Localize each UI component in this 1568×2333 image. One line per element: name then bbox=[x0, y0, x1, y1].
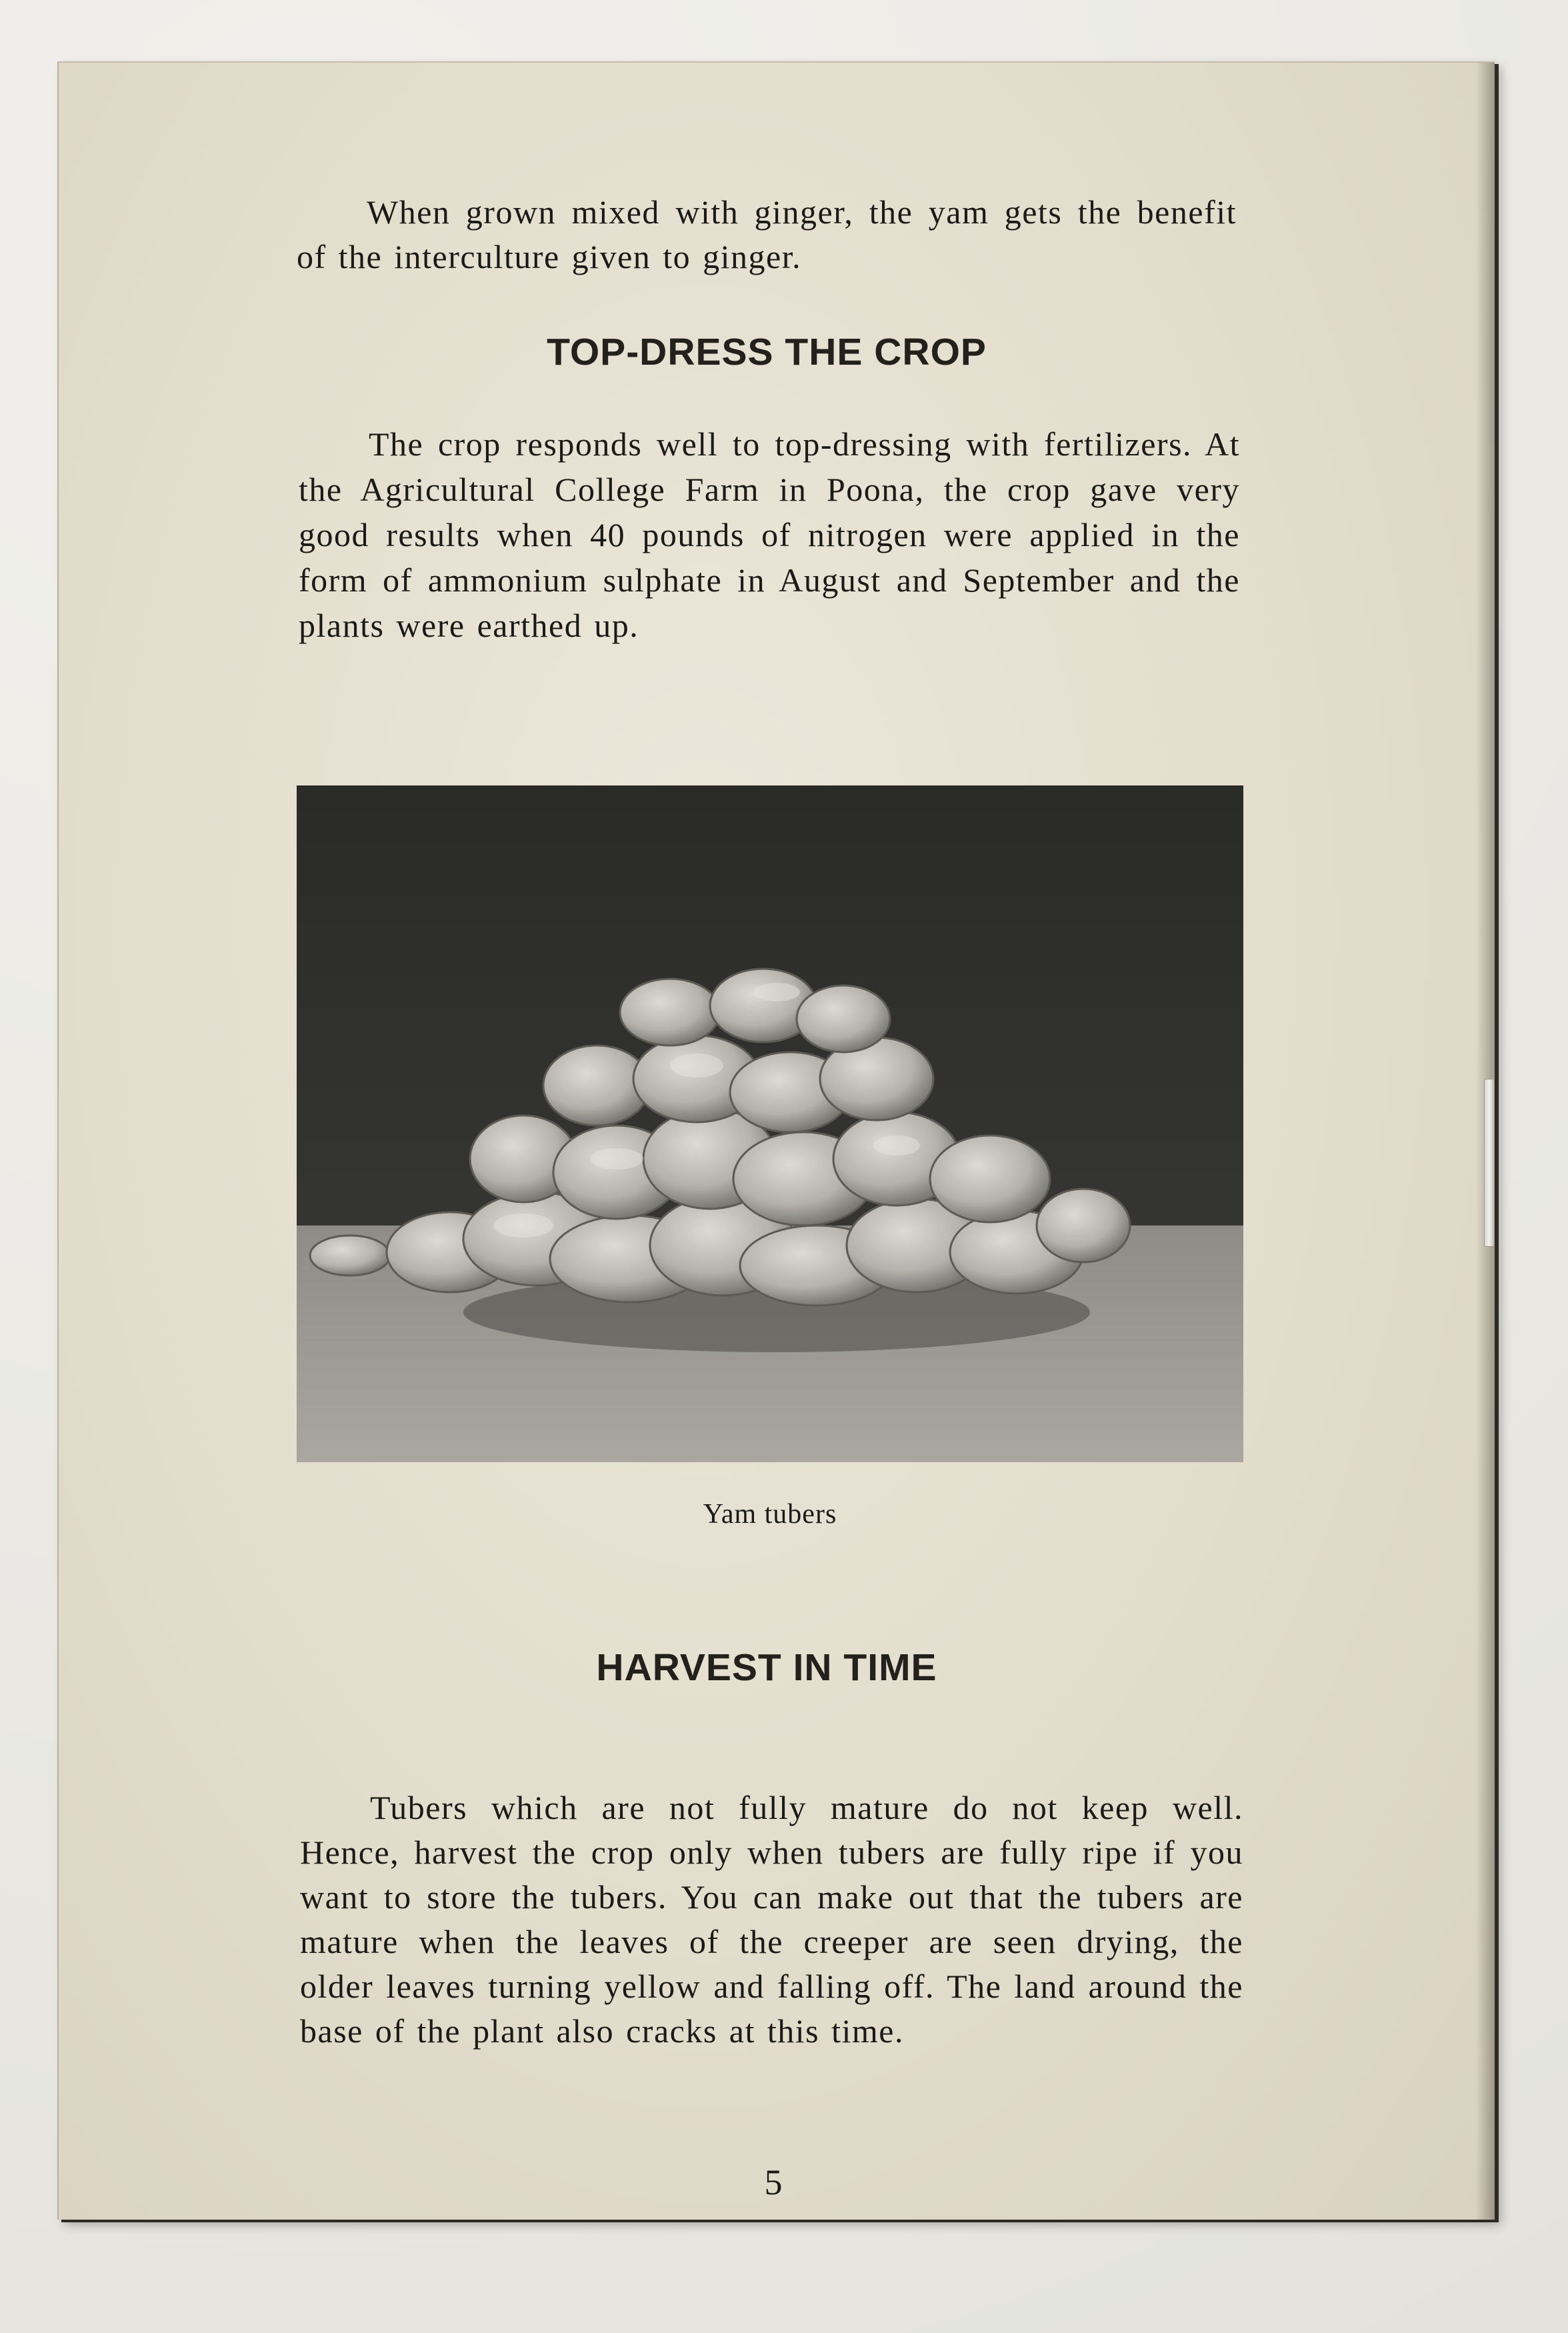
staple bbox=[1484, 1079, 1495, 1247]
intro-paragraph: When grown mixed with ginger, the yam gets the benefit of the interculture given to ginger. bbox=[297, 193, 1237, 275]
section-heading-top-dress: TOP-DRESS THE CROP bbox=[547, 331, 987, 373]
top-dress-paragraph: The crop responds well to top-dressing with fertilizers. At the Agricultural College Farm in Poona, the crop gave very good results when 40 pounds of nitrogen were applied in the form of ammonium sulphate in August and September and the plants were earthed up. bbox=[299, 425, 1240, 644]
figure-caption: Yam tubers bbox=[703, 1499, 837, 1530]
yam-tubers-photo bbox=[297, 785, 1243, 1462]
section-heading-harvest: HARVEST IN TIME bbox=[596, 1646, 937, 1689]
harvest-paragraph: Tubers which are not fully mature do not keep well. Hence, harvest the crop only when tubers are fully ripe if you want to store the tubers. You can make out that the tubers are mature when the leaves of the creeper are seen drying, the older leaves turning yellow and falling off. The land around the base of the plant also cracks at this time. bbox=[300, 1789, 1243, 2050]
page-number: 5 bbox=[764, 2162, 783, 2202]
yam-tubers-image bbox=[297, 785, 1243, 1462]
